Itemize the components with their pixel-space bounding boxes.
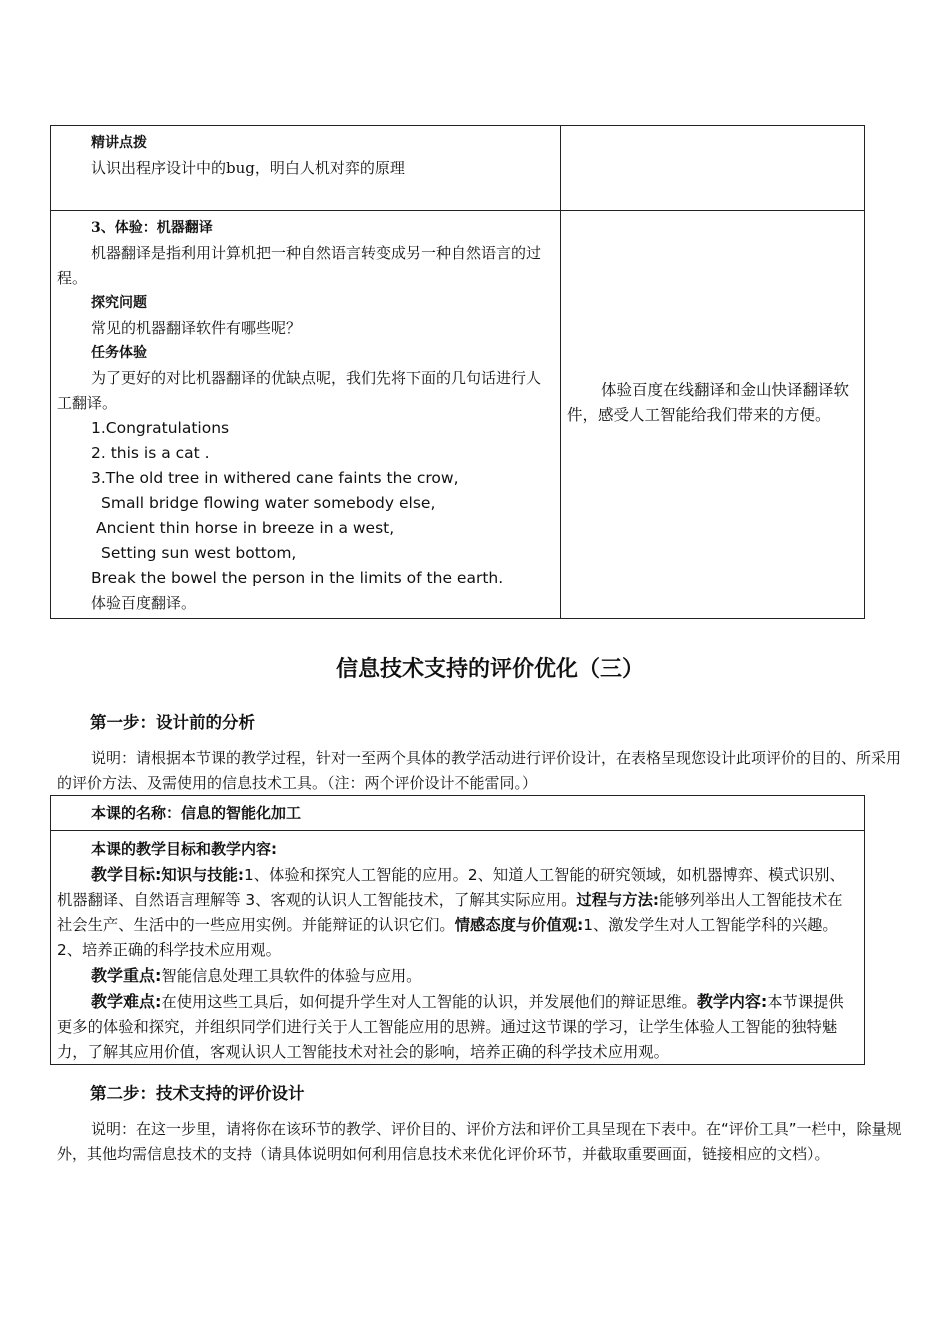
experience-description: 体验百度在线翻译和金山快译翻译软件，感受人工智能给我们带来的方便。 (567, 381, 850, 424)
row-divider (51, 830, 864, 831)
right-column-text (567, 378, 857, 428)
lesson-activity-table (50, 125, 865, 619)
step1-heading: 第一步：设计前的分析 (90, 713, 255, 732)
focus-label: 教学重点: (91, 966, 162, 985)
knowledge-label: 知识与技能: (161, 866, 245, 884)
explore-heading: 探究问题 (91, 295, 147, 311)
knowledge-text: 1、体验和探究人工智能的应用。2、知道人工智能的研究领域，如机器博弈、模式识别、机器翻译、自然语言理解等 3、客观的认识人工智能技术，了解其实际应用。 (57, 866, 845, 909)
column-divider (560, 126, 561, 618)
lesson-goals-cell (57, 837, 857, 1065)
step1-description: 说明：请根据本节课的教学过程，针对一至两个具体的教学活动进行评价设计，在表格呈现您设计此项评价的目的、所采用的评价方法、及需使用的信息技术工具。（注：两个评价设计不能雷同。） (57, 749, 902, 792)
section-heading: 3、体验：机器翻译 (91, 220, 213, 236)
goal-label: 教学目标: (91, 865, 162, 884)
translation-line: 2. this is a cat . (91, 444, 210, 462)
row-divider (51, 210, 864, 211)
page-title: 信息技术支持的评价优化（三） (335, 657, 644, 682)
translation-line: Break the bowel the person in the limits of the earth. (91, 569, 504, 587)
closing-text: 体验百度翻译。 (91, 594, 197, 612)
goals-heading: 本课的教学目标和教学内容: (91, 840, 277, 858)
focus-text: 智能信息处理工具软件的体验与应用。 (161, 967, 422, 985)
translation-line: Small bridge flowing water somebody else, (101, 494, 436, 512)
task-text: 为了更好的对比机器翻译的优缺点呢，我们先将下面的几句话进行人工翻译。 (57, 369, 542, 412)
translation-line: Setting sun west bottom, (101, 544, 297, 562)
key-points-text: 认识出程序设计中的bug，明白人机对弈的原理 (91, 159, 405, 177)
translation-line: Ancient thin horse in breeze in a west, (96, 519, 395, 537)
lesson-info-table (50, 795, 865, 1065)
attitude-label: 情感态度与价值观: (454, 916, 584, 934)
step2-heading: 第二步：技术支持的评价设计 (90, 1084, 305, 1103)
key-points-cell (57, 131, 551, 181)
key-points-heading: 精讲点拨 (91, 135, 147, 151)
explore-text: 常见的机器翻译软件有哪些呢？ (91, 319, 302, 337)
translation-line: 3.The old tree in withered cane faints the crow, (91, 469, 459, 487)
task-heading: 任务体验 (91, 345, 147, 361)
method-label: 过程与方法: (576, 891, 660, 909)
difficulty-label: 教学难点: (91, 992, 162, 1011)
step2-description: 说明：在这一步里，请将你在该环节的教学、评价目的、评价方法和评价工具呈现在下表中。在“评价工具”一栏中，除量规外，其他均需信息技术的支持（请具体说明如何利用信息技术来优化评价环节，并截取重要画面，链接相应的文档）。 (57, 1120, 902, 1163)
difficulty-text: 在使用这些工具后，如何提升学生对人工智能的认识，并发展他们的辩证思维。 (161, 993, 697, 1011)
machine-translation-cell (57, 216, 551, 616)
attitude-text: 1、激发学生对人工智能学科的兴趣。2、培养正确的科学技术应用观。 (57, 916, 838, 959)
content-label: 教学内容: (696, 992, 768, 1011)
lesson-name: 本课的名称：信息的智能化加工 (91, 804, 302, 822)
translation-line: 1.Congratulations (91, 419, 230, 437)
section-intro: 机器翻译是指利用计算机把一种自然语言转变成另一种自然语言的过程。 (57, 244, 542, 287)
method-text: 能够列举出人工智能技术在社会生产、生活中的一些应用实例。并能辩证的认识它们。 (57, 891, 843, 934)
content-text: 本节课提供更多的体验和探究，并组织同学们进行关于人工智能应用的思辨。通过这节课的学习，让学生体验人工智能的独特魅力，了解其应用价值，客观认识人工智能技术对社会的影响，培养正确的科学技术应用观。 (57, 993, 844, 1061)
